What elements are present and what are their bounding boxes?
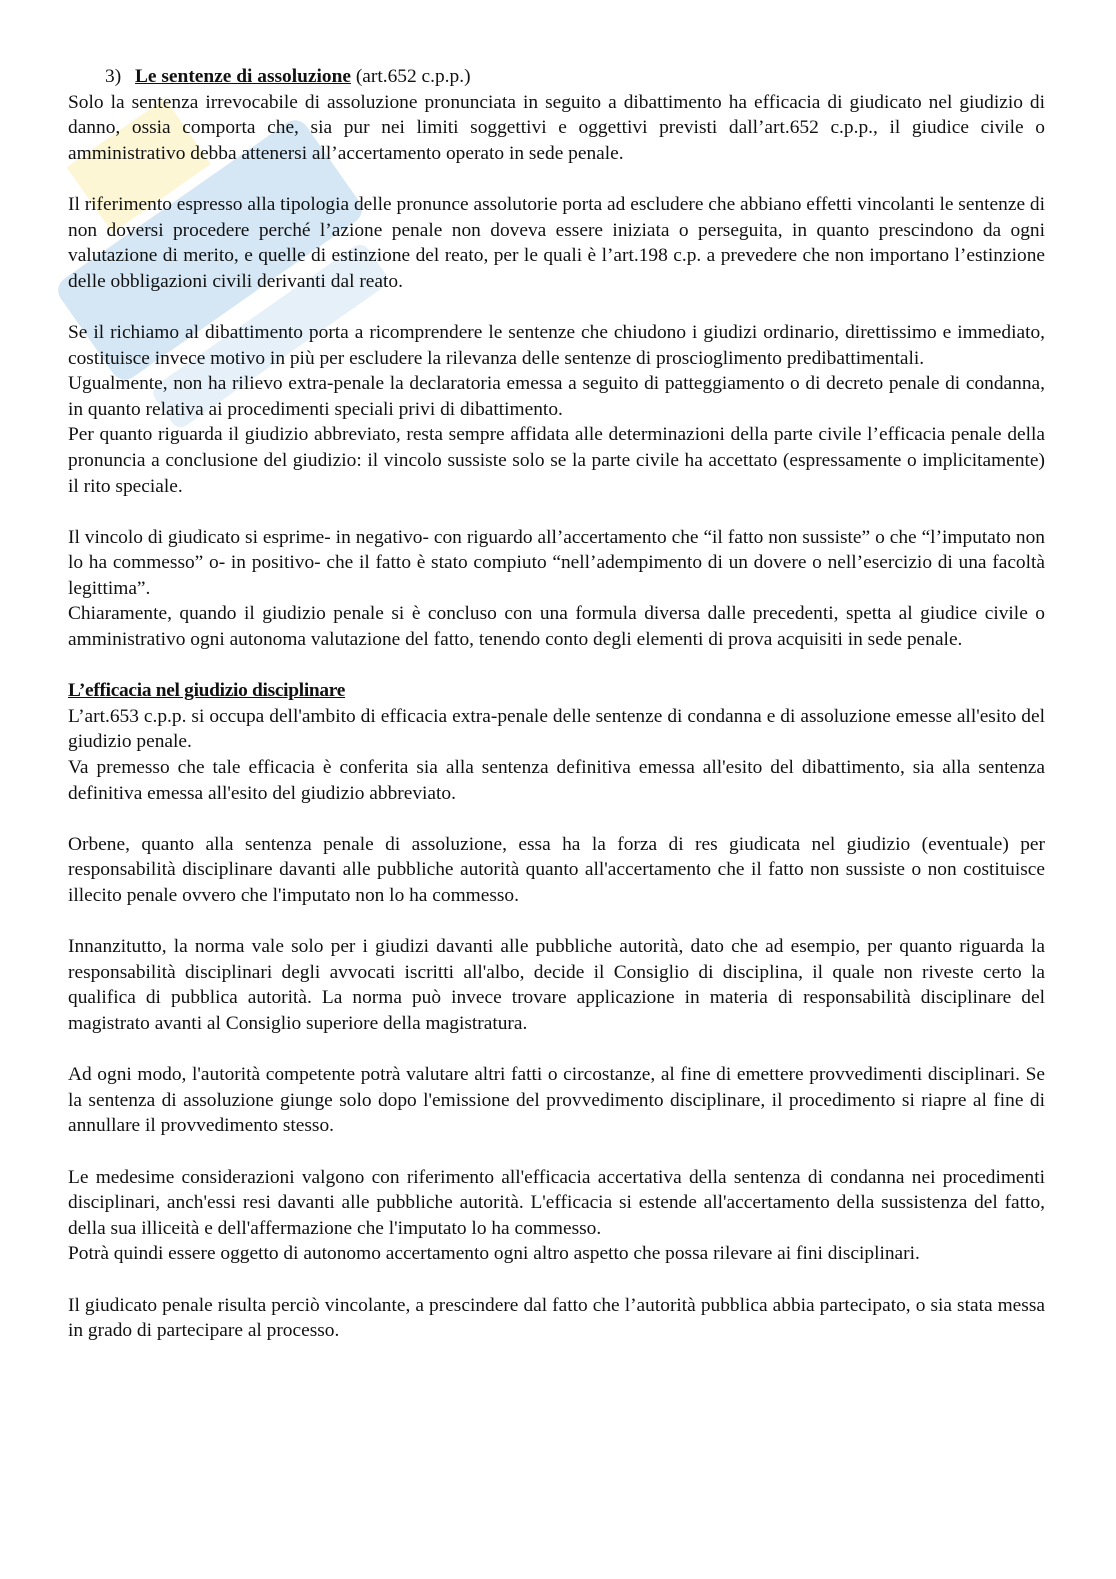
- paragraph: Ugualmente, non ha rilievo extra-penale la declaratoria emessa a seguito di patteggiamento o di decreto penale di condanna, in quanto relativa ai procedimenti speciali privi di dibattimento.: [68, 373, 1045, 420]
- paragraph: Ad ogni modo, l'autorità competente potrà valutare altri fatti o circostanze, al fine di emettere provvedimenti disciplinari. Se la sentenza di assoluzione giunge solo dopo l'emissione del provvedimento disciplinare, il procedimento si riapre al fine di annullare il provvedimento stesso.: [68, 1064, 1045, 1137]
- paragraph: Se il richiamo al dibattimento porta a ricomprendere le sentenze che chiudono i giudizi ordinario, direttissimo e immediato, costituisce invece motivo in più per escludere la rilevanza delle sentenze di proscioglimento predibattimentali.: [68, 321, 1045, 369]
- paragraph: Le medesime considerazioni valgono con riferimento all'efficacia accertativa della sentenza di condanna nei procedimenti disciplinari, anch'essi resi davanti alle pubbliche autorità. L'efficacia si estende all'accertamento della sussistenza del fatto, della sua illiceità e dell'affermazione che l'imputato lo ha commesso.: [68, 1166, 1045, 1239]
- paragraph: Il vincolo di giudicato si esprime- in negativo- con riguardo all’accertamento che “il fatto non sussiste” o che “l’imputato non lo ha commesso” o- in positivo- che il fatto è stato compiuto “nell’adempimento di un dovere o nell’esercizio di una facoltà legittima”.: [68, 526, 1045, 599]
- paragraph: Innanzitutto, la norma vale solo per i giudizi davanti alle pubbliche autorità, dato che ad esempio, per quanto riguarda la responsabilità disciplinari degli avvocati iscritti all'albo, decide il Consiglio di disciplina, il quale non riveste certo la qualifica di pubblica autorità. La norma può invece trovare applicazione in materia di responsabilità disciplinare del magistrato avanti al Consiglio superiore della magistratura.: [68, 936, 1045, 1034]
- paragraph: L’art.653 c.p.p. si occupa dell'ambito di efficacia extra-penale delle sentenze di condanna e di assoluzione emesse all'esito del giudizio penale.: [68, 705, 1045, 753]
- heading-reference: (art.652 c.p.p.): [351, 66, 471, 87]
- paragraph: Il giudicato penale risulta perciò vincolante, a prescindere dal fatto che l’autorità pubblica abbia partecipato, o sia stata messa in grado di partecipare al processo.: [68, 1294, 1045, 1342]
- section-heading: [68, 64, 1045, 90]
- heading-title: Le sentenze di assoluzione: [135, 66, 351, 87]
- heading-number: 3): [105, 66, 122, 87]
- paragraph: Potrà quindi essere oggetto di autonomo accertamento ogni altro aspetto che possa rilevare ai fini disciplinari.: [68, 1243, 920, 1265]
- document-page: [68, 64, 1045, 1344]
- paragraph: Chiaramente, quando il giudizio penale si è concluso con una formula diversa dalle precedenti, spetta al giudice civile o amministrativo ogni autonoma valutazione del fatto, tenendo conto degli elementi di prova acquisiti in sede penale.: [68, 603, 1045, 651]
- paragraph: Solo la sentenza irrevocabile di assoluzione pronunciata in seguito a dibattimento ha efficacia di giudicato nel giudizio di danno, ossia comporta che, sia pur nei limiti soggettivi e oggettivi previsti dall’art.652 c.p.p., il giudice civile o amministrativo debba attenersi all’accertamento operato in sede penale.: [68, 91, 1045, 164]
- paragraph: Per quanto riguarda il giudizio abbreviato, resta sempre affidata alle determinazioni della parte civile l’efficacia penale della pronuncia a conclusione del giudizio: il vincolo sussiste solo se la parte civile ha accettato (espressamente o implicitamente) il rito speciale.: [68, 424, 1045, 497]
- paragraph: Orbene, quanto alla sentenza penale di assoluzione, essa ha la forza di res giudicata nel giudizio (eventuale) per responsabilità disciplinare davanti alle pubbliche autorità quanto all'accertamento che il fatto non sussiste o non costituisce illecito penale ovvero che l'imputato non lo ha commesso.: [68, 833, 1045, 906]
- paragraph: Va premesso che tale efficacia è conferita sia alla sentenza definitiva emessa all'esito del dibattimento, sia alla sentenza definitiva emessa all'esito del giudizio abbreviato.: [68, 757, 1045, 804]
- paragraph: Il riferimento espresso alla tipologia delle pronunce assolutorie porta ad escludere che abbiano effetti vincolanti le sentenze di non doversi procedere perché l’azione penale non doveva essere iniziata o perseguita, in quanto prescindono da ogni valutazione di merito, e quelle di estinzione del reato, per le quali è l’art.198 c.p. a prevedere che non importano l’estinzione delle obbligazioni civili derivanti dal reato.: [68, 193, 1045, 292]
- subsection-title: L’efficacia nel giudizio disciplinare: [68, 680, 346, 702]
